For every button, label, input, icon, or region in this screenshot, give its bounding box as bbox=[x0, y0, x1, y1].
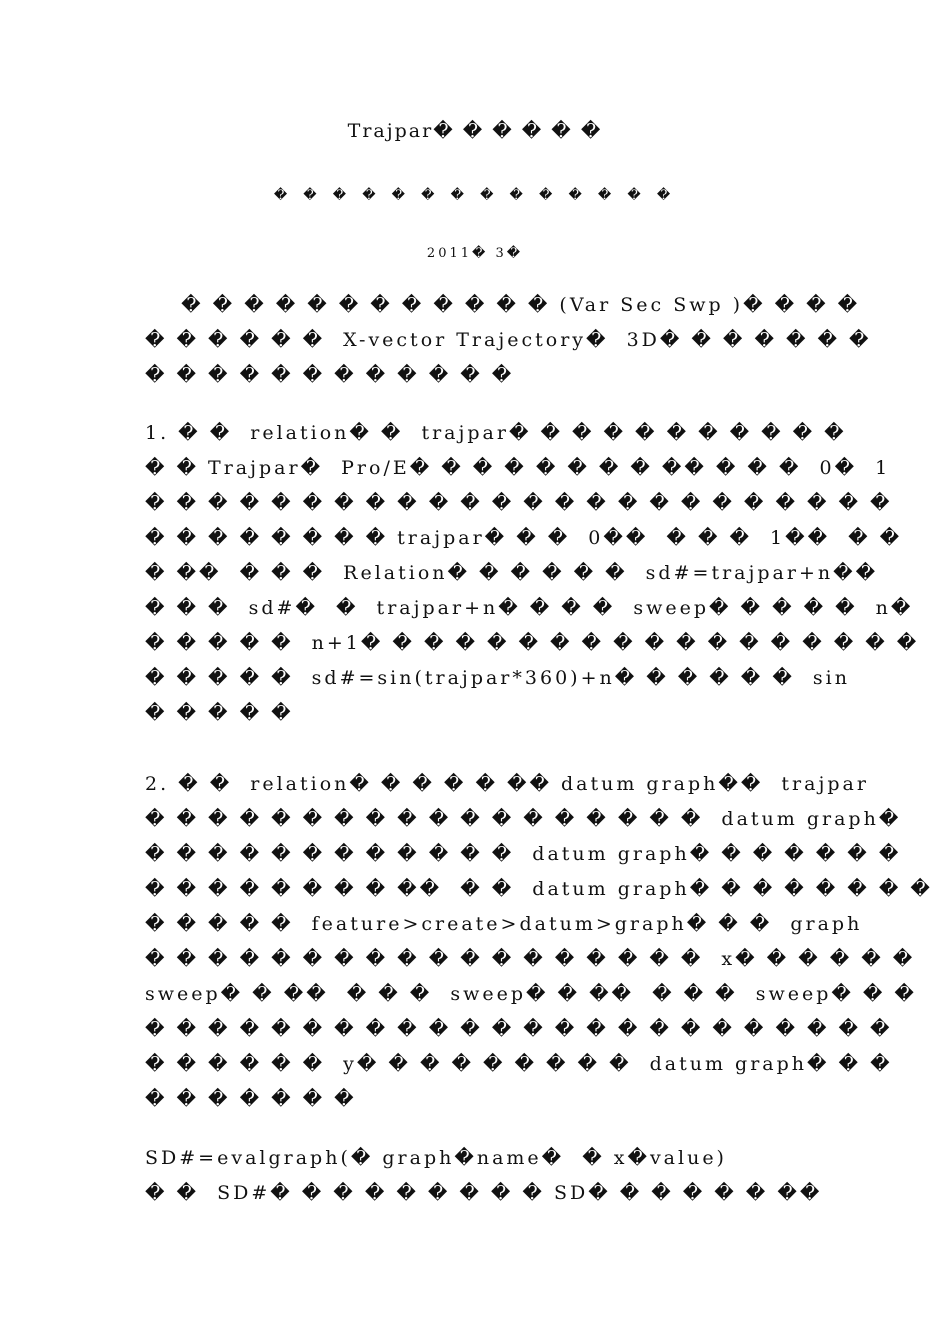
text-line: � � � � � sd#=sin(trajpar*360)+n� � � � � � sin bbox=[145, 667, 850, 689]
text-line: � �� � � � Relation� � � � � � sd#=trajpar+n�� bbox=[145, 562, 879, 584]
text-line: 2. � � relation� � � � � �� datum graph�� trajpar bbox=[145, 773, 869, 795]
document-date: 2011� 3� bbox=[426, 246, 524, 261]
formula-paragraph bbox=[145, 1141, 823, 1211]
text-line: sweep� � �� � � � sweep� � �� � � � sweep� � � bbox=[145, 983, 917, 1005]
intro-paragraph bbox=[145, 288, 872, 393]
text-line: 1. � � relation� � trajpar� � � � � � � � � � � bbox=[145, 422, 847, 444]
document-title: Trajpar� � � � � � bbox=[347, 120, 603, 142]
text-line: � � SD#� � � � � � � � � SD� � � � � � �� bbox=[145, 1182, 823, 1204]
text-line: � � � � � � � � � � � � � � � � � � x� � � � � � bbox=[145, 948, 916, 970]
text-line: � � � � � � � � � � � � datum graph� � � � � � � bbox=[145, 843, 902, 865]
text-line: � � � � � � X-vector Trajectory� 3D� � � � � � � bbox=[145, 329, 872, 351]
text-line: � � � � � � � � � � � � (Var Sec Swp )� � � � bbox=[145, 294, 861, 316]
text-line: � � � � � � � � � � � � bbox=[145, 364, 515, 386]
section-2-paragraph bbox=[145, 767, 933, 1117]
text-line: � � Trajpar� Pro/E� � � � � � � � �� � � � 0� 1 bbox=[145, 457, 891, 479]
text-line: � � � � � n+1� � � � � � � � � � � � � � � � � � bbox=[145, 632, 920, 654]
section-1-paragraph bbox=[145, 416, 920, 731]
author-line: � � � � � � � � � � � � � � bbox=[273, 188, 677, 203]
text-line: � � � � � � � bbox=[145, 1088, 357, 1110]
text-line: � � � � � � y� � � � � � � � � datum graph� � � bbox=[145, 1053, 893, 1075]
text-line: � � � � � � � � � � � � � � � � � � datum graph� bbox=[145, 808, 902, 830]
formula-line: SD#=evalgraph(� graph�name� � x�value) bbox=[145, 1147, 727, 1169]
text-line: � � � sd#� � trajpar+n� � � � sweep� � � � � n� bbox=[145, 597, 914, 619]
text-line: � � � � � � � � � � � � � � � � � � � � � � � � bbox=[145, 492, 893, 514]
text-line: � � � � � � � � �� � � datum graph� � � � � � � � bbox=[145, 878, 933, 900]
text-line: � � � � � � � � � � � � � � � � � � � � � � � � bbox=[145, 1018, 893, 1040]
text-line: � � � � � � � � trajpar� � � 0�� � � � 1�� � � bbox=[145, 527, 903, 549]
text-line: � � � � � bbox=[145, 702, 294, 724]
text-line: � � � � � feature>create>datum>graph� � � graph bbox=[145, 913, 863, 935]
